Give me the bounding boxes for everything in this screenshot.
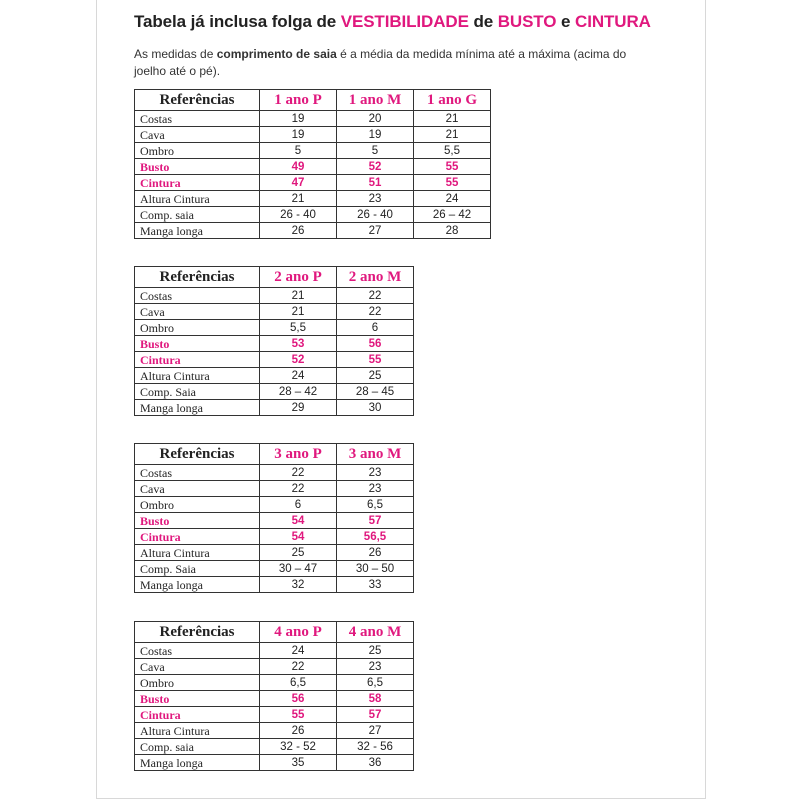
table-cell: 26 [260, 723, 337, 739]
table-row [135, 659, 414, 675]
table-cell: 19 [260, 111, 337, 127]
row-label: Costas [135, 643, 260, 659]
row-label: Altura Cintura [135, 191, 260, 207]
row-label: Manga longa [135, 400, 260, 416]
row-label: Busto [135, 513, 260, 529]
column-header-size: 1 ano M [337, 90, 414, 111]
table-cell: 52 [260, 352, 337, 368]
table-row [135, 384, 414, 400]
table-row [135, 643, 414, 659]
table-cell: 49 [260, 159, 337, 175]
row-label: Busto [135, 336, 260, 352]
table-cell: 22 [260, 481, 337, 497]
table-cell: 54 [260, 513, 337, 529]
table-cell: 35 [260, 755, 337, 771]
table-cell: 21 [260, 191, 337, 207]
table-cell: 23 [337, 465, 414, 481]
table-cell: 32 [260, 577, 337, 593]
row-label: Comp. Saia [135, 384, 260, 400]
row-label: Busto [135, 159, 260, 175]
table-row [135, 111, 491, 127]
row-label: Ombro [135, 320, 260, 336]
table-row [135, 304, 414, 320]
table-cell: 6 [260, 497, 337, 513]
column-header-size: 3 ano M [337, 444, 414, 465]
table-cell: 26 – 42 [414, 207, 491, 223]
row-label: Manga longa [135, 755, 260, 771]
row-label: Comp. Saia [135, 561, 260, 577]
row-label: Ombro [135, 143, 260, 159]
table-cell: 22 [260, 465, 337, 481]
table-row [135, 223, 491, 239]
column-header-size: 1 ano P [260, 90, 337, 111]
size-table-3-ano [134, 443, 414, 593]
table-cell: 6,5 [337, 497, 414, 513]
table-row [135, 561, 414, 577]
table-cell: 51 [337, 175, 414, 191]
row-label: Costas [135, 111, 260, 127]
row-label: Busto [135, 691, 260, 707]
table-cell: 22 [260, 659, 337, 675]
table-row [135, 497, 414, 513]
table-cell: 23 [337, 481, 414, 497]
page-title [134, 12, 651, 32]
table-row [135, 481, 414, 497]
row-label: Manga longa [135, 577, 260, 593]
row-label: Costas [135, 288, 260, 304]
title-highlight-cintura: CINTURA [575, 12, 651, 31]
table-cell: 52 [337, 159, 414, 175]
table-cell: 19 [337, 127, 414, 143]
table-header-row [135, 90, 491, 111]
column-header-size: 4 ano P [260, 622, 337, 643]
table-cell: 5 [260, 143, 337, 159]
table-cell: 25 [337, 368, 414, 384]
table-cell: 56 [337, 336, 414, 352]
table-cell: 28 – 42 [260, 384, 337, 400]
table-cell: 6,5 [337, 675, 414, 691]
title-text-3: e [556, 12, 576, 31]
table-cell: 30 [337, 400, 414, 416]
table-cell: 26 [337, 545, 414, 561]
table-cell: 26 [260, 223, 337, 239]
table-cell: 28 – 45 [337, 384, 414, 400]
table-cell: 58 [337, 691, 414, 707]
table-row [135, 723, 414, 739]
table-row [135, 707, 414, 723]
table-cell: 24 [260, 368, 337, 384]
title-highlight-busto: BUSTO [497, 12, 557, 31]
table-cell: 55 [414, 175, 491, 191]
row-label: Comp. saia [135, 207, 260, 223]
column-header-referencias: Referências [135, 267, 260, 288]
table-cell: 5,5 [260, 320, 337, 336]
column-header-size: 2 ano M [337, 267, 414, 288]
row-label: Comp. saia [135, 739, 260, 755]
table-cell: 25 [337, 643, 414, 659]
table-cell: 5,5 [414, 143, 491, 159]
table-cell: 22 [337, 304, 414, 320]
table-row [135, 352, 414, 368]
table-header-row [135, 622, 414, 643]
table-cell: 32 - 56 [337, 739, 414, 755]
table-cell: 57 [337, 513, 414, 529]
row-label: Altura Cintura [135, 723, 260, 739]
table-row [135, 191, 491, 207]
column-header-size: 2 ano P [260, 267, 337, 288]
row-label: Ombro [135, 497, 260, 513]
row-label: Altura Cintura [135, 545, 260, 561]
table-cell: 21 [260, 288, 337, 304]
row-label: Cava [135, 127, 260, 143]
table-row [135, 545, 414, 561]
table-cell: 29 [260, 400, 337, 416]
table-header-row [135, 267, 414, 288]
table-row [135, 143, 491, 159]
table-cell: 27 [337, 223, 414, 239]
table-row [135, 288, 414, 304]
table-cell: 28 [414, 223, 491, 239]
table-cell: 32 - 52 [260, 739, 337, 755]
row-label: Cava [135, 304, 260, 320]
table-row [135, 127, 491, 143]
table-cell: 6,5 [260, 675, 337, 691]
title-text-1: Tabela já inclusa folga de [134, 12, 341, 31]
table-cell: 30 – 50 [337, 561, 414, 577]
column-header-size: 3 ano P [260, 444, 337, 465]
table-cell: 25 [260, 545, 337, 561]
title-highlight-vestibilidade: VESTIBILIDADE [340, 12, 469, 31]
row-label: Cintura [135, 175, 260, 191]
table-row [135, 465, 414, 481]
table-row [135, 739, 414, 755]
table-cell: 56,5 [337, 529, 414, 545]
column-header-size: 1 ano G [414, 90, 491, 111]
column-header-referencias: Referências [135, 90, 260, 111]
table-cell: 24 [414, 191, 491, 207]
table-cell: 23 [337, 191, 414, 207]
table-row [135, 400, 414, 416]
table-cell: 23 [337, 659, 414, 675]
column-header-size: 4 ano M [337, 622, 414, 643]
row-label: Altura Cintura [135, 368, 260, 384]
table-cell: 54 [260, 529, 337, 545]
table-row [135, 675, 414, 691]
intro-text-1: As medidas de [134, 47, 217, 61]
row-label: Cintura [135, 529, 260, 545]
table-cell: 53 [260, 336, 337, 352]
size-table-1-ano [134, 89, 491, 239]
table-cell: 26 - 40 [337, 207, 414, 223]
table-row [135, 513, 414, 529]
row-label: Costas [135, 465, 260, 481]
table-cell: 5 [337, 143, 414, 159]
table-cell: 21 [260, 304, 337, 320]
table-cell: 21 [414, 111, 491, 127]
table-cell: 24 [260, 643, 337, 659]
size-table-4-ano [134, 621, 414, 771]
table-row [135, 577, 414, 593]
table-row [135, 368, 414, 384]
table-cell: 27 [337, 723, 414, 739]
row-label: Cava [135, 659, 260, 675]
table-cell: 21 [414, 127, 491, 143]
table-cell: 19 [260, 127, 337, 143]
table-cell: 56 [260, 691, 337, 707]
table-row [135, 755, 414, 771]
table-cell: 57 [337, 707, 414, 723]
table-cell: 30 – 47 [260, 561, 337, 577]
intro-bold-text: comprimento de saia [216, 47, 337, 61]
table-row [135, 175, 491, 191]
table-cell: 55 [337, 352, 414, 368]
row-label: Cintura [135, 352, 260, 368]
table-cell: 55 [414, 159, 491, 175]
table-cell: 55 [260, 707, 337, 723]
table-cell: 6 [337, 320, 414, 336]
row-label: Manga longa [135, 223, 260, 239]
table-row [135, 320, 414, 336]
title-text-2: de [468, 12, 498, 31]
table-row [135, 691, 414, 707]
row-label: Cintura [135, 707, 260, 723]
intro-text-2: é a média da medida mínima até a máxima (acima do joelho até o pé). [134, 47, 627, 78]
column-header-referencias: Referências [135, 444, 260, 465]
table-row [135, 529, 414, 545]
table-cell: 22 [337, 288, 414, 304]
table-cell: 33 [337, 577, 414, 593]
table-row [135, 207, 491, 223]
row-label: Cava [135, 481, 260, 497]
table-header-row [135, 444, 414, 465]
table-cell: 47 [260, 175, 337, 191]
table-cell: 26 - 40 [260, 207, 337, 223]
table-row [135, 159, 491, 175]
column-header-referencias: Referências [135, 622, 260, 643]
table-row [135, 336, 414, 352]
row-label: Ombro [135, 675, 260, 691]
table-cell: 20 [337, 111, 414, 127]
size-table-2-ano [134, 266, 414, 416]
intro-paragraph [134, 46, 654, 80]
table-cell: 36 [337, 755, 414, 771]
